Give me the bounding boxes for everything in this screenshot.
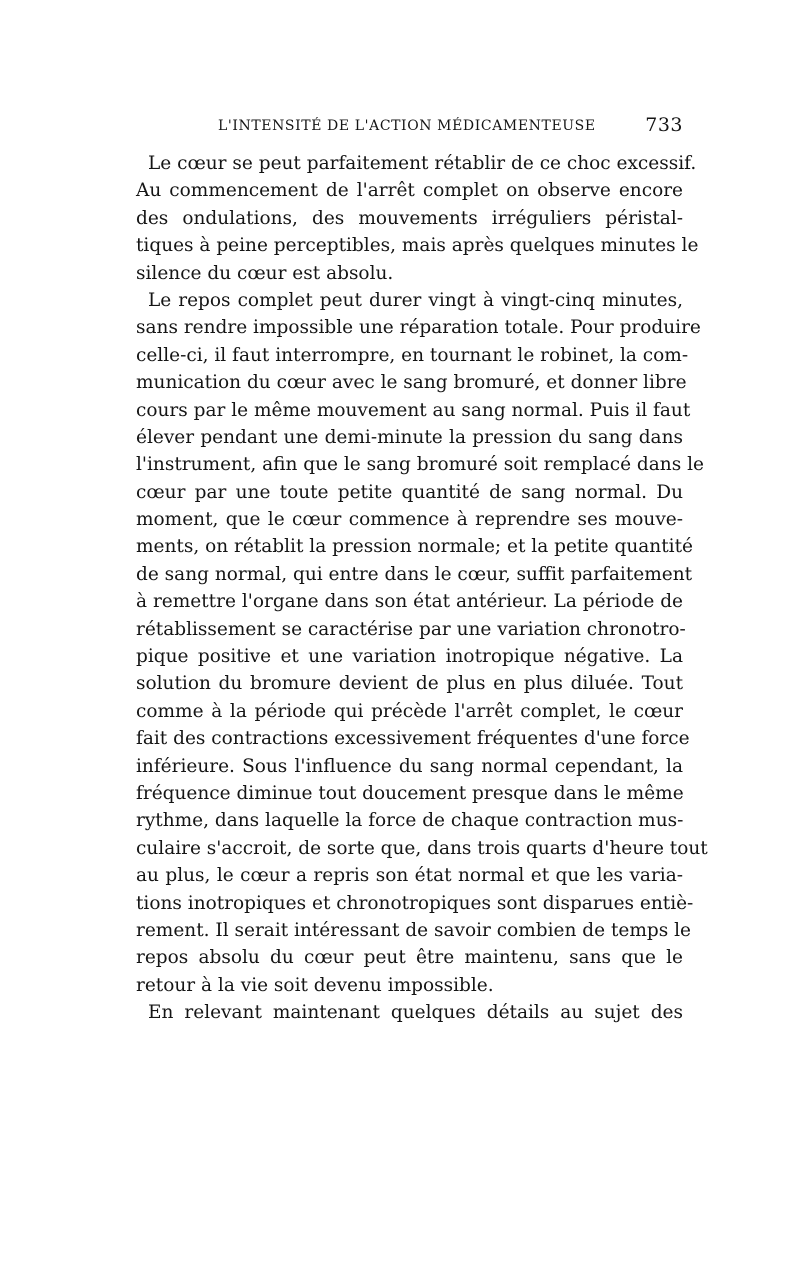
text-line: celle-ci, il faut interrompre, en tournant le robinet, la com- [136, 344, 689, 366]
text-line: Le repos complet peut durer vingt à vingt-cinq minutes, [148, 289, 683, 311]
text-line: l'instrument, afin que le sang bromuré soit remplacé dans le [136, 454, 704, 476]
text-line: comme à la période qui précède l'arrêt complet, le cœur [136, 700, 683, 722]
text-line: au plus, le cœur a repris son état normal et que les varia- [136, 865, 683, 887]
text-line: pique positive et une variation inotropique négative. La [136, 646, 683, 668]
text-line: tiques à peine perceptibles, mais après quelques minutes le [136, 235, 699, 257]
text-line: rement. Il serait intéressant de savoir combien de temps le [136, 919, 691, 941]
text-line: fréquence diminue tout doucement presque dans le même [136, 782, 684, 804]
text-line: cœur par une toute petite quantité de sang normal. Du [136, 481, 683, 503]
text-line: tions inotropiques et chronotropiques sont disparues entiè- [136, 892, 694, 914]
text-line: solution du bromure devient de plus en plus diluée. Tout [136, 673, 683, 695]
running-head [218, 114, 683, 140]
text-line: En relevant maintenant quelques détails au sujet des [148, 1002, 683, 1024]
text-line: fait des contractions excessivement fréquentes d'une force [136, 728, 690, 750]
text-line: repos absolu du cœur peut être maintenu, sans que le [136, 947, 683, 969]
text-line: Le cœur se peut parfaitement rétablir de ce choc excessif. [148, 153, 697, 174]
text-line: cours par le même mouvement au sang normal. Puis il faut [136, 399, 691, 421]
text-line: des ondulations, des mouvements irréguliers péristal- [136, 207, 683, 229]
text-line: ments, on rétablit la pression normale; et la petite quantité [136, 536, 693, 558]
text-line: sans rendre impossible une réparation totale. Pour produire [136, 317, 701, 339]
text-line: rétablissement se caractérise par une variation chronotro- [136, 618, 686, 640]
text-line: rythme, dans laquelle la force de chaque contraction mus- [136, 810, 684, 832]
text-line: retour à la vie soit devenu impossible. [136, 974, 494, 996]
text-line: à remettre l'organe dans son état antérieur. La période de [136, 591, 683, 613]
body-text [136, 150, 708, 1027]
text-line: Au commencement de l'arrêt complet on observe encore [136, 180, 683, 202]
text-line: munication du cœur avec le sang bromuré, et donner libre [136, 372, 687, 394]
text-line: élever pendant une demi-minute la pression du sang dans [136, 426, 683, 448]
text-line: moment, que le cœur commence à reprendre ses mouve- [136, 509, 683, 531]
page-number: 733 [645, 114, 683, 136]
running-title: L'INTENSITÉ DE L'ACTION MÉDICAMENTEUSE [218, 118, 596, 134]
text-line: inférieure. Sous l'influence du sang normal cependant, la [136, 755, 683, 777]
text-line: culaire s'accroit, de sorte que, dans trois quarts d'heure tout [136, 837, 708, 859]
text-line: de sang normal, qui entre dans le cœur, suffit parfaitement [136, 563, 693, 585]
text-line: silence du cœur est absolu. [136, 262, 394, 284]
